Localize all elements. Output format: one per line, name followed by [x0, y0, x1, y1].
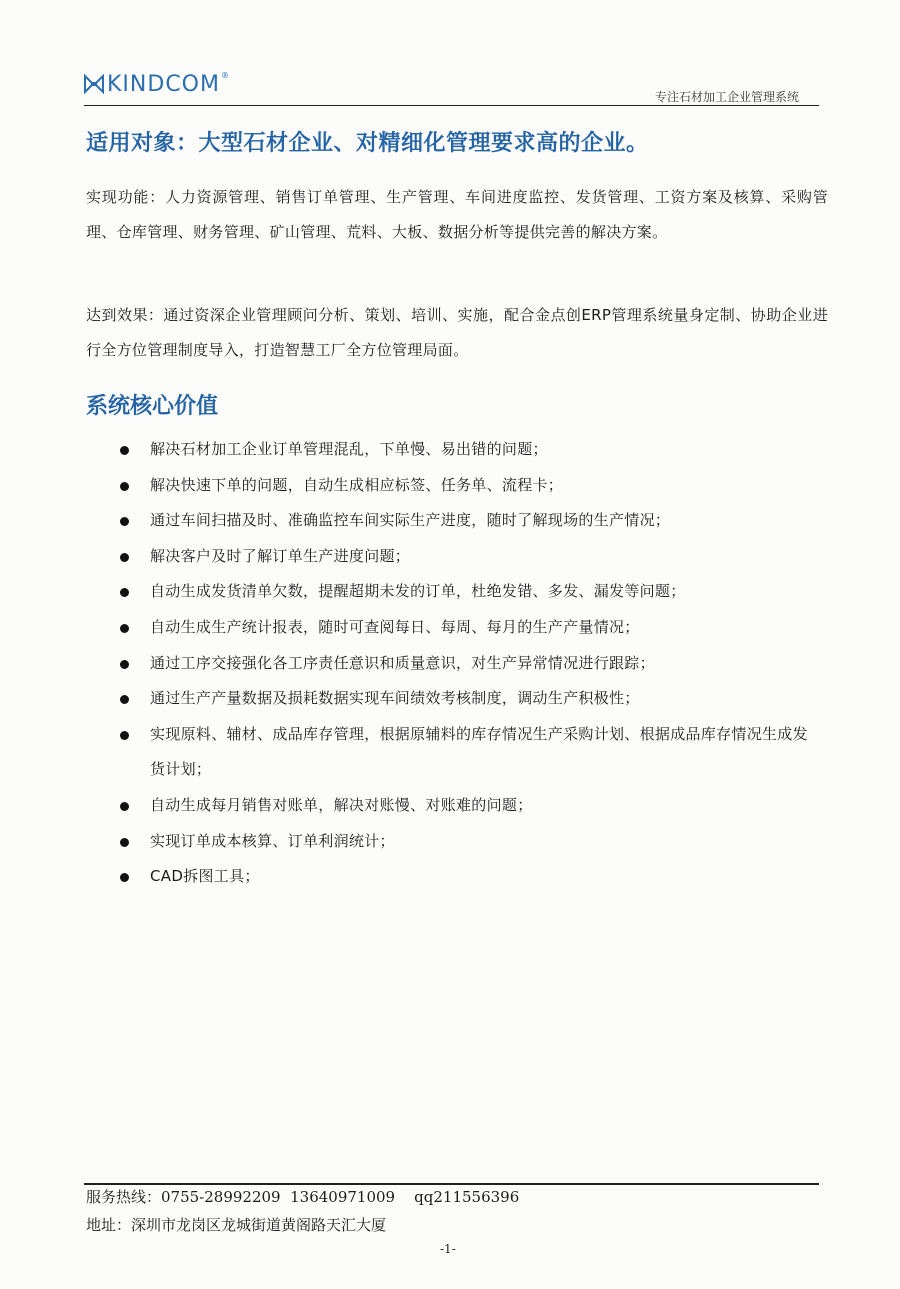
- bullet-icon: [120, 695, 129, 704]
- list-item-text: 解决石材加工企业订单管理混乱，下单慢、易出错的问题；: [150, 440, 548, 458]
- list-item-text: 解决快速下单的问题，自动生成相应标签、任务单、流程卡；: [150, 475, 564, 494]
- bullet-icon: [120, 873, 129, 882]
- list-item: [118, 503, 818, 539]
- bullet-icon: [120, 660, 129, 669]
- bullet-icon: [120, 553, 129, 562]
- footer-divider: [84, 1183, 819, 1185]
- footer-hotline: 服务热线：0755-28992209 13640971009 qq211556396: [86, 1188, 520, 1206]
- bullet-icon: [120, 838, 129, 847]
- list-item: [118, 610, 818, 646]
- footer-address: 地址：深圳市龙岗区龙城街道黄阁路天汇大厦: [86, 1216, 387, 1234]
- list-item: [118, 788, 818, 824]
- bullet-icon: [120, 517, 129, 526]
- document-title: 适用对象：大型石材企业、对精细化管理要求高的企业。: [86, 131, 649, 156]
- list-item: [118, 539, 818, 575]
- list-item: [118, 574, 818, 610]
- list-item: [118, 432, 818, 468]
- header-tagline: 专注石材加工企业管理系统: [654, 90, 799, 104]
- section-title-core-value: 系统核心价值: [86, 394, 219, 419]
- bullet-icon: [120, 482, 129, 491]
- list-item-text: 自动生成发货清单欠数，提醒超期未发的订单，杜绝发错、多发、漏发等问题；: [150, 582, 686, 601]
- list-item: [118, 468, 818, 504]
- list-item-text: CAD拆图工具；: [150, 867, 260, 886]
- bullet-icon: [120, 731, 129, 740]
- list-item-text: 通过工序交接强化各工序责任意识和质量意识，对生产异常情况进行跟踪；: [150, 653, 655, 672]
- bullet-icon: [120, 446, 129, 455]
- logo-text: KINDCOM: [107, 71, 220, 97]
- bullet-icon: [120, 802, 129, 811]
- list-item: [118, 859, 818, 895]
- list-item-text: 实现订单成本核算、订单利润统计；: [150, 831, 395, 850]
- bullet-icon: [120, 624, 129, 633]
- paragraph-features: 实现功能：人力资源管理、销售订单管理、生产管理、车间进度监控、发货管理、工资方案及核算、采购管理、仓库管理、财务管理、矿山管理、荒料、大板、数据分析等提供完善的解决方案。: [86, 188, 828, 241]
- bullet-icon: [120, 588, 129, 597]
- list-item-text: 自动生成生产统计报表，随时可查阅每日、每周、每月的生产产量情况；: [150, 617, 640, 636]
- page-number: -1-: [440, 1242, 456, 1256]
- core-value-list: [118, 432, 818, 895]
- list-item: [118, 824, 818, 860]
- list-item-text: 自动生成每月销售对账单，解决对账慢、对账难的问题；: [150, 795, 533, 814]
- list-item: [118, 646, 818, 682]
- list-item-text: 通过生产产量数据及损耗数据实现车间绩效考核制度，调动生产积极性；: [150, 689, 640, 708]
- list-item: [118, 717, 818, 788]
- list-item: [118, 681, 818, 717]
- list-item-text: 通过车间扫描及时、准确监控车间实际生产进度，随时了解现场的生产情况；: [150, 511, 671, 530]
- kindcom-logo-icon: [84, 74, 104, 94]
- header-divider: [84, 105, 819, 106]
- list-item-text: 实现原料、辅材、成品库存管理，根据原辅料的库存情况生产采购计划、根据成品库存情况生成发货计划；: [150, 724, 808, 779]
- paragraph-effects: 达到效果：通过资深企业管理顾问分析、策划、培训、实施，配合金点创ERP管理系统量身定制、协助企业进行全方位管理制度导入，打造智慧工厂全方位管理局面。: [86, 306, 828, 359]
- kindcom-logo: [84, 70, 229, 98]
- registered-mark: ®: [220, 70, 229, 80]
- list-item-text: 解决客户及时了解订单生产进度问题；: [150, 546, 411, 565]
- page-header: [84, 66, 819, 106]
